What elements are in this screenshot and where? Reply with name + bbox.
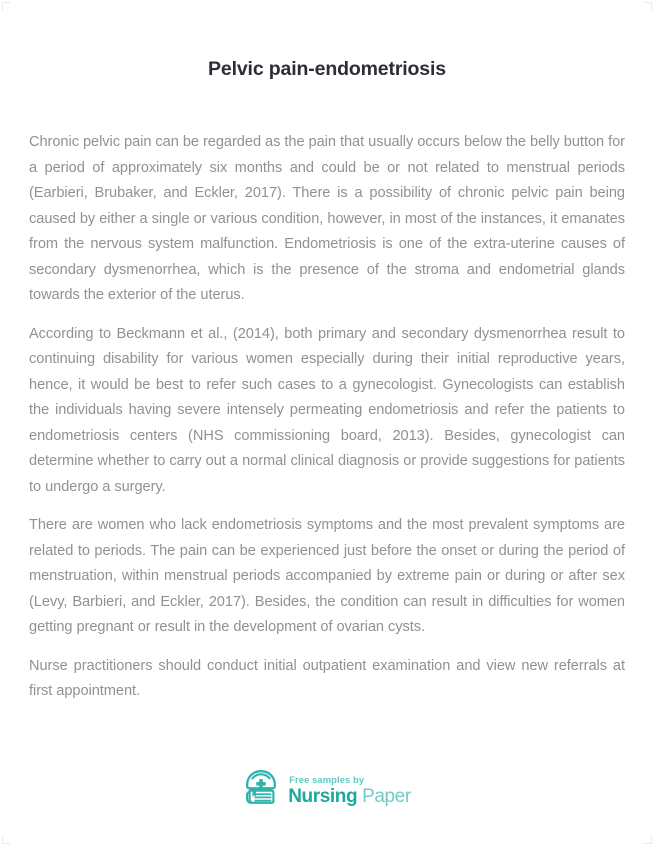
article-body — [29, 130, 625, 705]
footer-brand-logo[interactable] — [0, 768, 654, 813]
nurse-cap-book-icon — [243, 768, 279, 813]
brand-wordmark-secondary: Paper — [357, 786, 411, 808]
page-title: Pelvic pain-endometriosis — [208, 58, 446, 81]
page-corner-mark-bottom-right — [644, 836, 652, 844]
page-corner-mark-top-right — [644, 2, 652, 10]
body-paragraph: There are women who lack endometriosis symptoms and the most prevalent symptoms are related to periods. The pain can be experienced just before the onset or during the period of menstruation, within menstrual periods accompanied by extreme pain or during or after sex (Levy, Barbieri, and Eckler, 2017). Besides, the condition can result in difficulties for women getting pregnant or result in the development of ovarian cysts. — [29, 517, 625, 635]
brand-wordmark-primary: Nursing — [288, 786, 358, 808]
brand-text-block — [288, 775, 411, 806]
page-corner-mark-top-left — [2, 2, 10, 10]
body-paragraph: Chronic pelvic pain can be regarded as the pain that usually occurs below the belly button for a period of approximately six months and could be or not related to menstrual periods (Earbieri, Brubaker, and Eckler, 2017). There is a possibility of chronic pelvic pain being caused by either a single or various condition, however, in most of the instances, it emanates from the nervous system malfunction. Endometriosis is one of the extra-uterine causes of secondary dysmenorrhea, which is the presence of the stroma and endometrial glands towards the exterior of the uterus. — [29, 134, 625, 303]
body-paragraph: Nurse practitioners should conduct initial outpatient examination and view new referrals at first appointment. — [29, 657, 625, 699]
brand-tagline: Free samples by — [289, 773, 365, 785]
brand-wordmark — [288, 787, 411, 806]
body-paragraph: According to Beckmann et al., (2014), both primary and secondary dysmenorrhea result to continuing disability for various women especially during their initial reproductive years, hence, it would be best to refer such cases to a gynecologist. Gynecologists can establish the individuals having severe intensely permeating endometriosis and refer the patients to endometriosis centers (NHS commissioning board, 2013). Besides, gynecologist can determine whether to carry out a normal clinical diagnosis or provide suggestions for patients to undergo a surgery. — [29, 325, 625, 495]
page-corner-mark-bottom-left — [2, 836, 10, 844]
